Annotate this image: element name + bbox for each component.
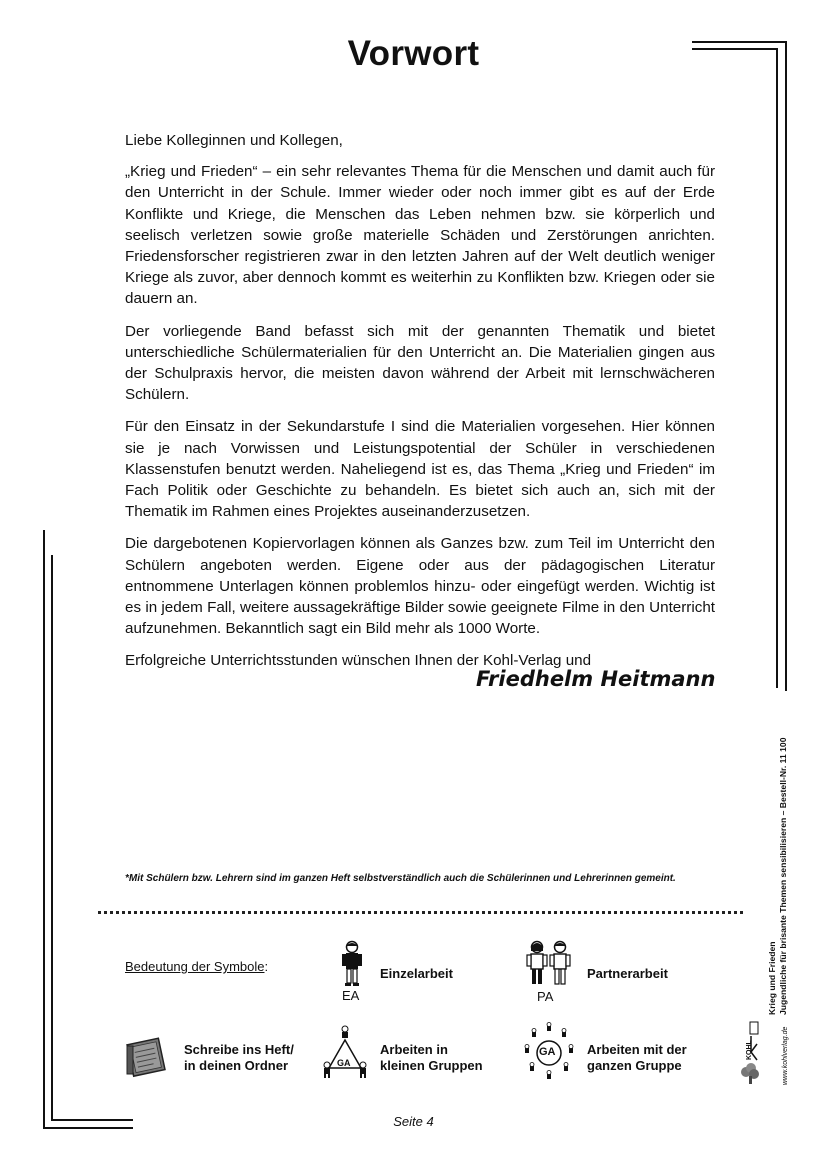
- whole-group-label-line1: Arbeiten mit der: [587, 1042, 687, 1057]
- heft-label-line1: Schreibe ins Heft/: [184, 1042, 294, 1057]
- paragraph-1: „Krieg und Frieden“ – ein sehr relevantes Thema für die Menschen und damit auch für den Unterricht in der Schule. Immer wieder oder noch immer gibt es auf der Erde Konflikte und Kriege, die Menschen das Leben nehmen bzw. sie körperlich und seelisch verletzen sowie große materielle Schäden und Zerstörungen anrichten. Friedensforscher registrieren zwar in den letzten Jahren auf der Welt deutlich weniger Kriege als zuvor, aber dennoch kommt es weiterhin zu Konflikten bzw. Kriegen oder sie dauern an.: [125, 163, 715, 308]
- whole-group-label-line2: ganzen Gruppe: [587, 1058, 682, 1073]
- sidebar-line2: Jugendliche für brisante Themen sensibilisieren – Bestell-Nr. 11 100: [778, 737, 788, 1015]
- page-number: Seite 4: [393, 1114, 434, 1129]
- einzelarbeit-label: Einzelarbeit: [380, 966, 453, 981]
- page-title: Vorwort: [347, 34, 480, 73]
- footnote: *Mit Schülern bzw. Lehrern sind im ganzen Heft selbstverständlich auch die Schülerinnen und Lehrerinnen gemeint.: [125, 873, 676, 884]
- frame-bottom-left-inner-v: [51, 555, 53, 1121]
- whole-group-label: [587, 1042, 687, 1074]
- body-text: [125, 130, 715, 683]
- paragraph-4: Die dargebotenen Kopiervorlagen können als Ganzes bzw. zum Teil im Unterricht den Schülern angeboten werden. Eigene oder aus der pädagogischen Literatur entnommene Unterlagen können problemlos hinzu- oder eingefügt werden. Wichtig ist es in jedem Fall, weitere aussagekräftige Bilder sowie geeignete Filme in den Unterricht aufzunehmen. Bekanntlich sagt ein Bild mehr als 1000 Worte.: [125, 535, 715, 638]
- sidebar-url: www.kohlverlag.de: [782, 1026, 789, 1085]
- notebook-icon: [124, 1036, 170, 1078]
- small-group-label-line1: Arbeiten in: [380, 1042, 448, 1057]
- heft-label: [184, 1042, 294, 1074]
- legend-title-text: Bedeutung der Symbole: [125, 959, 265, 974]
- paragraph-3: Für den Einsatz in der Sekundarstufe I sind die Materialien vorgesehen. Hier können sie je nach Vorwissen und Leistungspotential der Schüler in verschiedenen Klassenstufen benutzt werden. Naheliegend ist es, das Thema „Krieg und Frieden“ im Fach Politik oder Geschichte zu behandeln. Es bietet sich auch an, sich mit der Thematik im Rahmen eines Projektes auseinanderzusetzen.: [125, 418, 715, 521]
- paragraph-2: Der vorliegende Band befasst sich mit der genannten Thematik und bietet unterschiedliche Schülermaterialien für den Unterricht an. Die Materialien gingen aus der Schulpraxis hervor, die meisten davon während der Arbeit mit lernschwächeren Schülern.: [125, 322, 715, 404]
- greeting: Liebe Kolleginnen und Kollegen,: [125, 132, 343, 149]
- pa-abbr: PA: [537, 989, 554, 1004]
- heft-label-line2: in deinen Ordner: [184, 1058, 289, 1073]
- whole-group-abbr: GA: [539, 1046, 556, 1058]
- two-persons-icon: [526, 940, 572, 990]
- logo-text: KOHL: [746, 1040, 753, 1060]
- signature: Friedhelm Heitmann: [476, 667, 716, 691]
- small-group-label: [380, 1042, 483, 1074]
- sidebar-line1: Krieg und Frieden: [767, 941, 777, 1015]
- dotted-divider: [98, 911, 743, 914]
- legend-title-suffix: :: [264, 959, 269, 974]
- frame-bottom-left-outer-v: [43, 530, 45, 1129]
- single-person-icon: [340, 940, 364, 988]
- frame-top-right-inner-v: [776, 48, 778, 688]
- small-group-icon: [321, 1024, 369, 1080]
- legend-title: [125, 959, 268, 974]
- sidebar-text: [767, 685, 789, 1015]
- small-group-label-line2: kleinen Gruppen: [380, 1058, 483, 1073]
- ea-abbr: EA: [342, 988, 360, 1003]
- small-group-abbr: GA: [337, 1058, 351, 1068]
- closing: Erfolgreiche Unterrichtsstunden wünschen Ihnen der Kohl-Verlag und: [125, 652, 592, 670]
- frame-top-right-outer-v: [785, 41, 787, 691]
- partnerarbeit-label: Partnerarbeit: [587, 966, 668, 981]
